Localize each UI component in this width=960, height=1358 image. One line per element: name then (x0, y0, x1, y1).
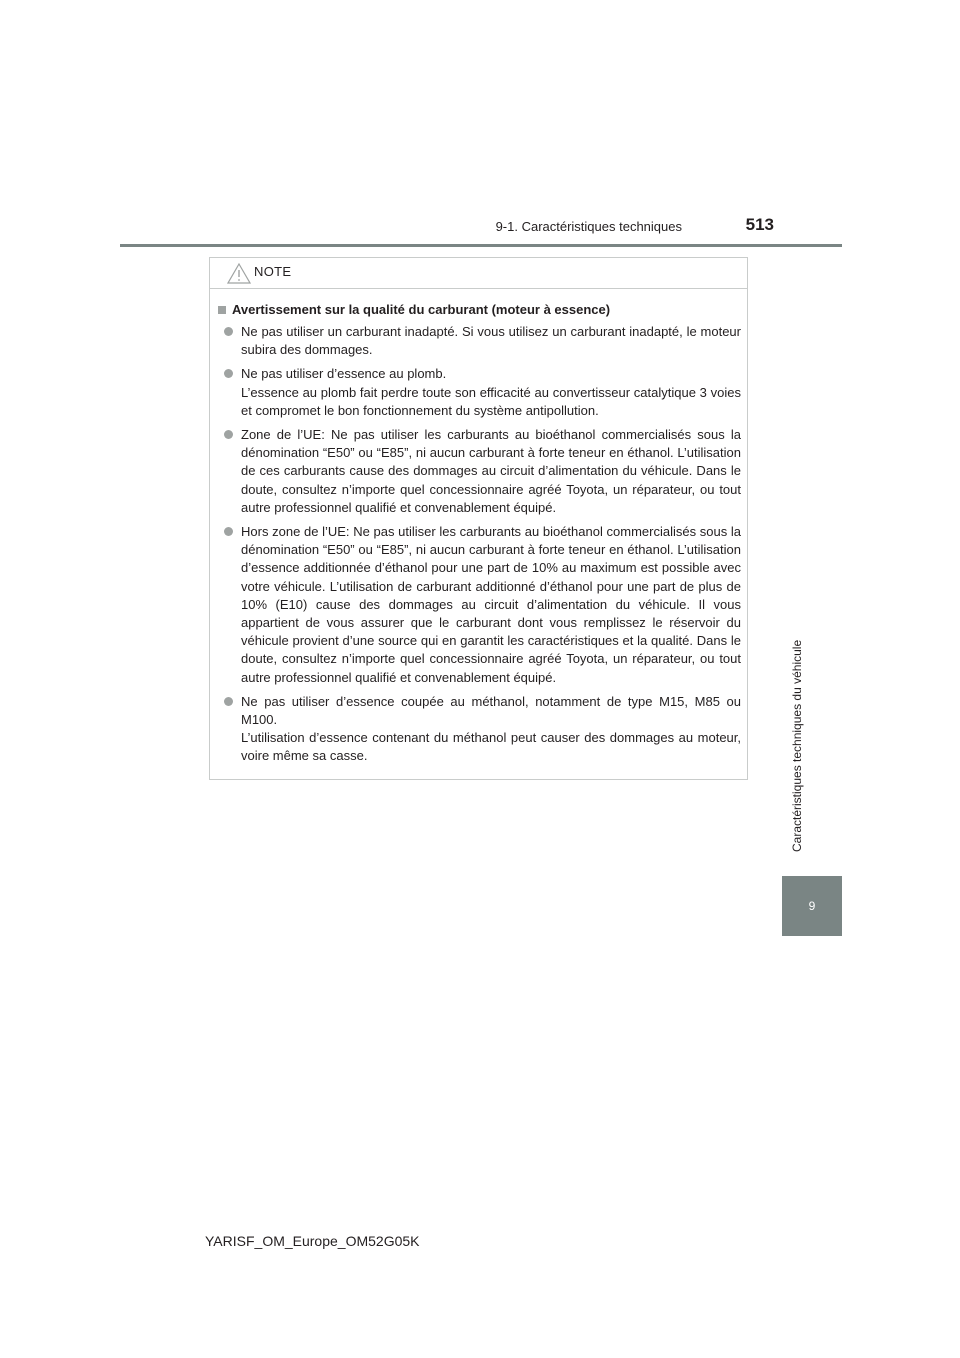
page-number: 513 (745, 215, 774, 234)
list-item-text: Ne pas utiliser un carburant inadapté. Si vous utilisez un carburant inadapté, le moteur subira des dommages. (241, 324, 741, 358)
bullet-dot-icon (224, 327, 233, 336)
bullet-dot-icon (224, 527, 233, 536)
warning-triangle-icon (227, 263, 251, 284)
side-tab-label: Caractéristiques techniques du véhicule (790, 639, 804, 853)
note-box (209, 257, 748, 780)
section-heading-text: Avertissement sur la qualité du carburant (moteur à essence) (232, 302, 611, 317)
list-item-text (241, 365, 741, 420)
list-item-text: Hors zone de l’UE: Ne pas utiliser les carburants au bioéthanol commercialisés sous la dénomination “E50” ou “E85”, ni aucun carburant à forte teneur en éthanol. L’utilisation d’essence additionnée d’éthanol pour une part de 10% au maximum est possible avec votre véhicule. L’utilisation de carburant additionné d’éthanol pour une part de plus de 10% (E10) cause des dommages au circuit d’alimentation du véhicule. Il vous appartient de vous assurer que le carburant dont vous remplissez le réservoir du véhicule provient d’une source qui en garantit les caractéristiques et la qualité. Dans le doute, consultez n’importe quel concessionnaire agréé Toyota, un réparateur, ou tout autre professionnel qualifié et convenablement équipé. (241, 524, 741, 685)
list-item (224, 523, 741, 687)
header-rule (120, 244, 842, 247)
chapter-number: 9 (808, 899, 816, 913)
list-item-text: Zone de l’UE: Ne pas utiliser les carburants au bioéthanol commercialisés sous la dénomination “E50” ou “E85”, ni aucun carburant à forte teneur en éthanol. L’utilisation de ces carburants cause des dommages au circuit d’alimentation du véhicule. Dans le doute, consultez n’importe quel concessionnaire agréé Toyota, un réparateur, ou tout autre professionnel qualifié et convenablement équipé. (241, 427, 741, 515)
bullet-dot-icon (224, 697, 233, 706)
list-item (224, 426, 741, 517)
list-item-line: L’utilisation d’essence contenant du méthanol peut causer des dommages au moteur, voire même sa casse. (241, 730, 741, 764)
list-item-line: Ne pas utiliser d’essence coupée au méthanol, notamment de type M15, M85 ou M100. (241, 693, 741, 728)
square-bullet-icon (218, 306, 226, 314)
header-section-title: 9-1. Caractéristiques techniques (495, 219, 682, 234)
chapter-tab (782, 876, 842, 936)
list-item (224, 693, 741, 766)
list-item (224, 323, 741, 359)
bullet-dot-icon (224, 430, 233, 439)
list-item-line: Ne pas utiliser d’essence au plomb. (241, 366, 447, 382)
footer-doc-id: YARISF_OM_Europe_OM52G05K (205, 1233, 420, 1249)
list-item-line: L’essence au plomb fait perdre toute son efficacité au convertisseur catalytique 3 voies et compromet le bon fonctionnement du système antipollution. (241, 384, 741, 418)
note-content (210, 289, 747, 766)
list-item-text (241, 693, 741, 766)
list-item (224, 365, 741, 420)
note-title: NOTE (254, 264, 292, 279)
section-heading (218, 301, 741, 319)
note-header (210, 258, 747, 289)
bullet-dot-icon (224, 369, 233, 378)
